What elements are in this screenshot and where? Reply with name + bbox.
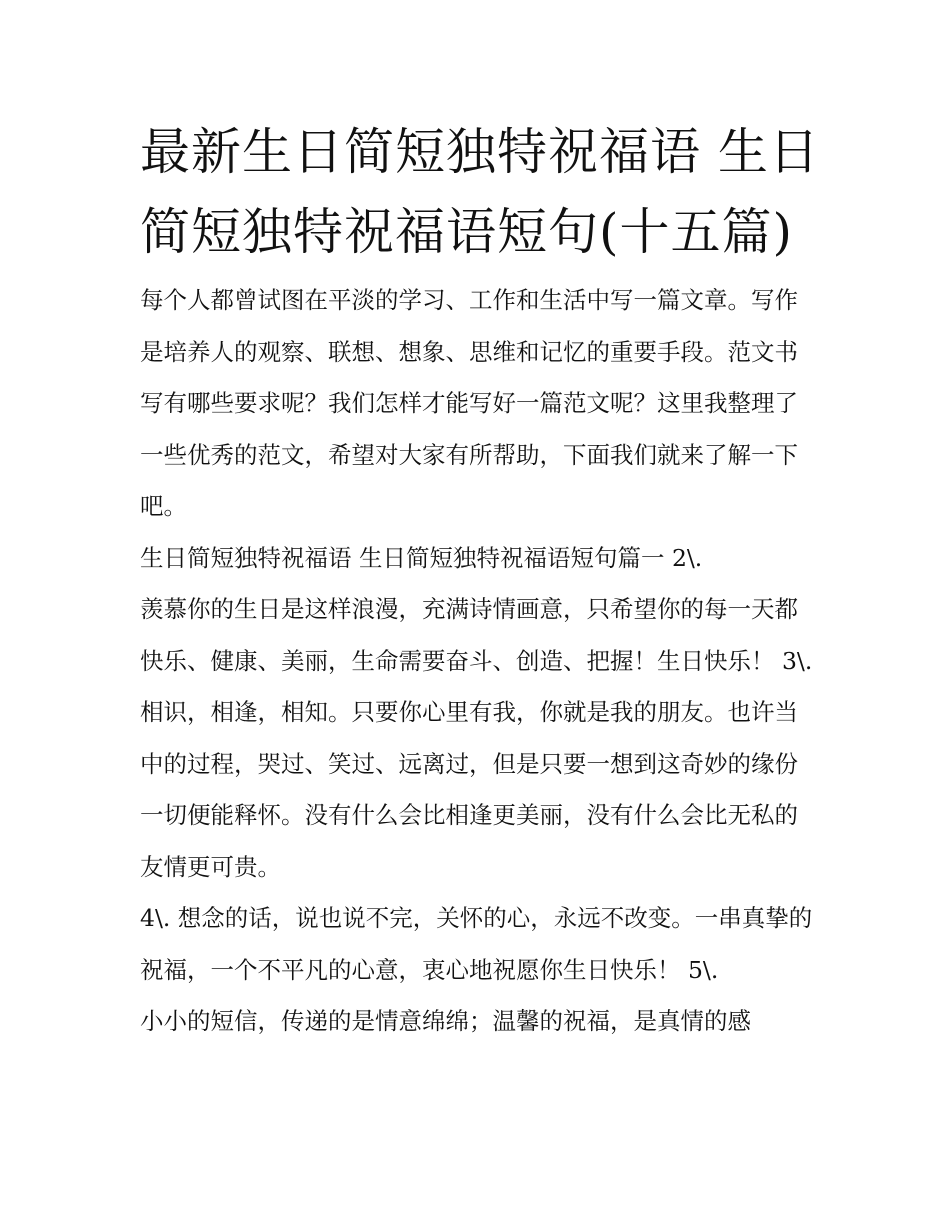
paragraph-wish-3: 相识，相逢，相知。只要你心里有我，你就是我的朋友。也许当中的过程，哭过、笑过、远离过，但是只要一想到这奇妙的缘份一切便能释怀。没有什么会比相逢更美丽，没有什么会比无私的友情更可贵。 [140,698,798,881]
paragraph-section-heading: 生日简短独特祝福语 生日简短独特祝福语短句篇一 2\. [140,543,703,572]
paragraph-wish-4: 4\. 想念的话，说也说不完，关怀的心，永远不改变。一串真挚的祝福，一个不平凡的心意，衷心地祝愿你生日快乐！ 5\. [140,904,813,984]
paragraph-wish-2: 羡慕你的生日是这样浪漫，充满诗情画意，只希望你的每一天都快乐、健康、美丽，生命需要奋斗、创造、把握！生日快乐！ 3\. [140,595,813,675]
paragraph-wish-5: 小小的短信，传递的是情意绵绵；温馨的祝福，是真情的感 [140,1007,751,1035]
document-body [140,275,820,1048]
paragraph-intro: 每个人都曾试图在平淡的学习、工作和生活中写一篇文章。写作是培养人的观察、联想、想象、思维和记忆的重要手段。范文书写有哪些要求呢？我们怎样才能写好一篇范文呢？这里我整理了一些优秀的范文，希望对大家有所帮助，下面我们就来了解一下吧。 [140,286,798,520]
document-title: 最新生日简短独特祝福语 生日简短独特祝福语短句(十五篇) [140,123,820,261]
